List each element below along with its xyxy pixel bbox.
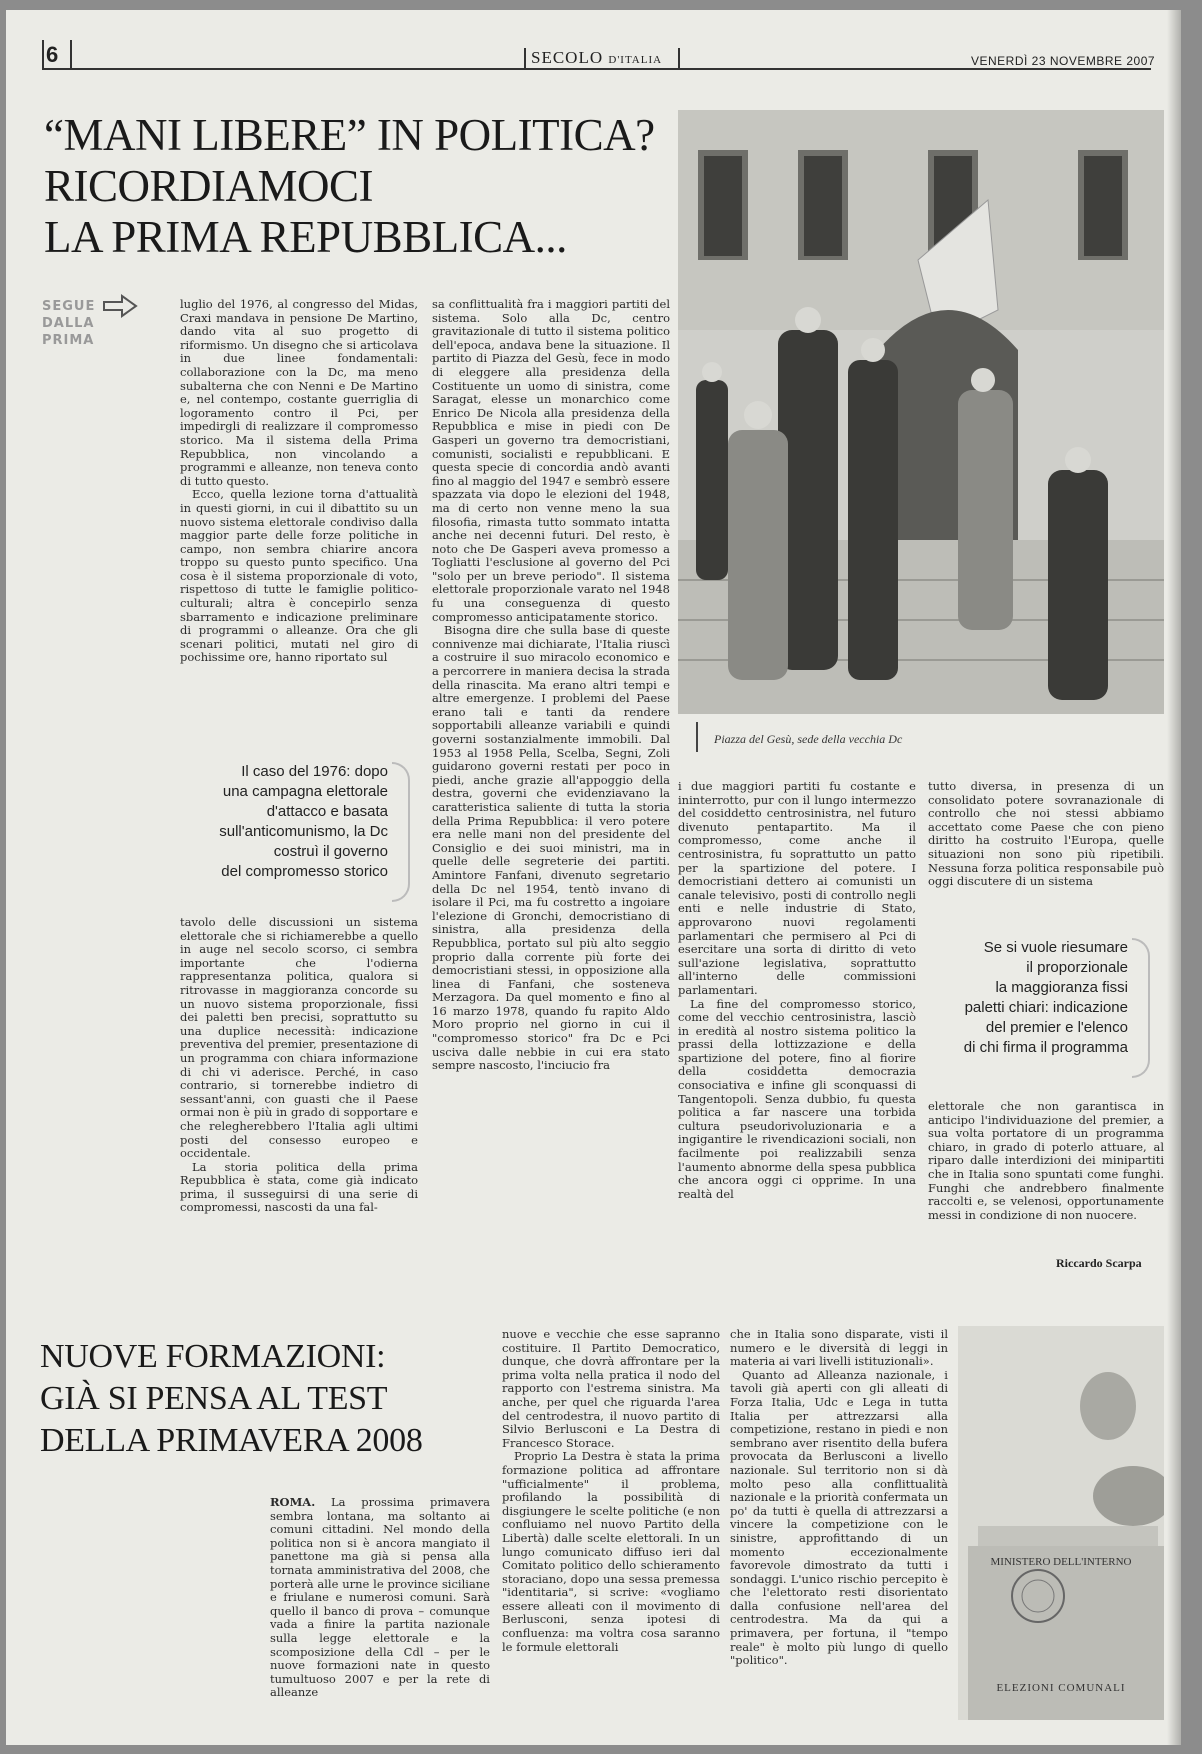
paragraph: tutto diversa, in presenza di un consolidato potere sovranazionale di controllo che noi stessi abbiamo accettato come Paese che con pieno diritto ha costruito l'Europa, quelle situazioni non sono più ripetibili. Nessuna forza politica responsabile può oggi discutere di un sistema (928, 780, 1164, 889)
headline-line: DELLA PRIMAVERA 2008 (40, 1422, 423, 1459)
pull-quote-line: del premier e l'elenco (985, 1019, 1128, 1036)
paragraph: Quanto ad Alleanza nazionale, i tavoli già aperti con gli alleati di Forza Italia, Udc e Lega in tutta Italia per attrezzarsi alla competizione, restano in piedi e non sembrano aver risentito della bufera provocata da Berlusconi a livello nazionale. Sul territorio non si dà molto peso alla conflittualità nazionale e la priorità confermata un po' da tutti è quella di attrezzarsi a vincere la competizione con le sinistre, approfittando di un momento eccezionalmente favorevole dimostrato da tutti i sondaggi. L'unico rischio percepito è che l'elettorato resti disorientato dalla confusione nell'area del centrodestra. Ma da qui a primavera, per fortuna, il "tempo reale" è molto più lungo di quello "politico". (730, 1367, 948, 1668)
page-number-box (42, 40, 72, 70)
article1-col3 (678, 780, 916, 1272)
photo-elections-illustration (958, 1326, 1164, 1720)
paragraph: i due maggiori partiti fu costante e ininterrotto, pur con il lungo intermezzo del cosiddetto centrosinistra, nel futuro divenuto pentapartito. Ma il compromesso, come anche il centrosinistra, fu soprattutto un patto per la spartizione del potere. I democristiani dettero ai comunisti un canale televisivo, posti di controllo negli enti e nelle industrie di Stato, approvarono nuovi regolamenti parlamentari che permisero al Pci di esercitare una sorta di diritto di veto sull'azione legislativa, soprattutto all'interno delle commissioni parlamentari. (678, 780, 916, 997)
pull-quote-line: Il caso del 1976: dopo (241, 763, 388, 780)
masthead-suffix: D'ITALIA (608, 54, 663, 66)
dateline: ROMA. (270, 1496, 316, 1509)
author-signature: Riccardo Scarpa (1056, 1256, 1142, 1270)
pull-quote-line: il proporzionale (1026, 959, 1128, 976)
paragraph: tavolo delle discussioni un sistema elettorale che si richiamerebbe a quello in auge nel secolo scorso, ci sembra importante che l'odierna rappresentanza politica, qualora si ritrovasse in maggioranza concorde su un nuovo sistema proporzionale, fissi dei paletti ben precisi, soprattutto su una duplice necessità: indicazione preventiva del premier, presentazione di un programma con chiara informazione di chi vi aderisce. Perché, in caso contrario, si tornerebbe indietro di sessant'anni, con guasti che il Paese ormai non è più in grado di sopportare e che relegherebbero l'Italia agli ultimi posti del consesso europeo e occidentale. (180, 916, 418, 1161)
paragraph: elettorale che non garantisca in anticipo l'individuazione del premier, a sua volta portatore di un programma chiaro, in grado di poterlo attuare, al riparo dalle interdizioni dei minipartiti che in Italia sono spuntati come funghi. Funghi che andrebbero finalmente raccolti e, se velenosi, opportunamente messi in condizione di non nuocere. (928, 1100, 1164, 1222)
masthead-divider-right (678, 48, 680, 70)
headline-line: “MANI LIBERE” IN POLITICA? (44, 110, 655, 160)
headline-line: NUOVE FORMAZIONI: (40, 1338, 386, 1375)
newspaper-page (6, 10, 1181, 1745)
paragraph: sa conflittualità fra i maggiori partiti del sistema. Solo alla Dc, centro gravitazionale di tutto il sistema politico dell'epoca, andava bene la situazione. Il partito di Piazza del Gesù, fece in modo di eleggere alla presidenza della Costituente un uomo di sinistra, come Saragat, elesse un monarchico come Enrico De Nicola alla presidenza della Repubblica e mise in piedi con De Gasperi un governo tra democristiani, comunisti, socialisti e repubblicani. E questa specie di concordia andò avanti fino al maggio del 1947 e sembrò essere spazzata via dopo le elezioni del 1948, ma di certo non venne meno la sua filosofia, rimasta tutto sommato intatta anche nei decenni futuri. Del resto, è noto che De Gasperi aveva promesso a Togliatti l'esclusione al governo del Pci "solo per un breve periodo". Il sistema elettorale proporzionale varato nel 1948 fu una conseguenza di questo compromesso anticipatamente storico. (432, 298, 670, 624)
masthead (531, 48, 662, 68)
pull-quote-line: del compromesso storico (221, 863, 388, 880)
pull-quote-line: d'attacco e basata (266, 803, 388, 820)
paragraph: nuove e vecchie che esse sapranno costituire. Il Partito Democratico, dunque, che dovrà affrontare per la prima volta nella pratica il nodo del rapporto con l'estrema sinistra. Ma anche, per quel che riguarda l'area del centrodestra, il nuovo partito di Silvio Berlusconi e La Destra di Francesco Storace. (502, 1328, 720, 1450)
pull-quote-line: Se si vuole riesumare (983, 939, 1128, 956)
article1-col1-bottom (180, 916, 418, 1272)
pull-quote-1 (156, 762, 388, 882)
paragraph: La fine del compromesso storico, come del vecchio centrosinistra, lasciò in eredità al nostro sistema politico la prassi della lottizzazione e della spartizione del potere, fino al fiorire della cosiddetta democrazia consociativa e infine gli sconquassi di Tangentopoli. Senza dubbio, fu questa politica a far nascere una torbida cultura pseudorivoluzionaria e a ingigantire le rivendicazioni sociali, non facilmente poi realizzabili senza l'aumento abnorme della spesa pubblica che ancora oggi ci opprime. In una realtà del (678, 996, 916, 1201)
paragraph: Bisogna dire che sulla base di queste connivenze mai dichiarate, l'Italia riuscì a costruire il suo miracolo economico e a percorrere in maniera decisa la strada della rinascita. Ma erano altri tempi e altre emergenze. I problemi del Paese erano tali e tanti da rendere sopportabili alleanze variabili e quindi governi sostanzialmente immobili. Dal 1953 al 1958 Pella, Scelba, Segni, Zoli guidarono governi restati per poco in piedi, anche grazie all'appoggio della destra, governi che evidenziavano la caratteristica saliente di tutta la storia della Prima Repubblica: il vero potere era nelle mani non del presidente del Consiglio e dei suoi ministri, ma in quelle delle segreterie dei partiti. Amintore Fanfani, divenuto segretario della Dc nel 1954, tentò invano di isolare il Pci, ma fu costretto a ingoiare l'elezione di Gronchi, democristiano di sinistra, alla presidenza della Repubblica, portato sul più alto seggio proprio dalla corrente più forte dei democristiani stessi, in opposizione alla linea di Fanfani, che sosteneva Merzagora. Da quel momento e fino al 16 marzo 1978, quando fu rapito Aldo Moro proprio nel giorno in cui il "compromesso storico" fra Dc e Pci usciva dalle nebbie in cui era stato sempre nascosto, l'inciucio fra (432, 623, 670, 1073)
pull-quote-bracket (1132, 938, 1150, 1078)
article1-headline (44, 110, 684, 263)
photo-piazza-del-gesu (678, 110, 1164, 714)
pull-quote-line: la maggioranza fissi (995, 979, 1128, 996)
page-fold-shadow (1167, 10, 1181, 1745)
arrow-right-icon (102, 294, 138, 322)
article2-col3 (730, 1328, 948, 1740)
page-number: 6 (46, 42, 59, 67)
pull-quote-2 (906, 938, 1128, 1058)
article2-col1 (270, 1496, 490, 1740)
election-sign-bottom: ELEZIONI COMUNALI (996, 1682, 1126, 1694)
pull-quote-bracket (392, 762, 410, 902)
issue-date: VENERDÌ 23 NOVEMBRE 2007 (971, 54, 1156, 68)
photo-elections (958, 1326, 1164, 1720)
paragraph: Ecco, quella lezione torna d'attualità in questi giorni, in cui il dibattito su un nuovo sistema elettorale condiviso dalla maggior parte delle forze politiche in campo, non sembra chiarire ancora troppo su questo punto specifico. Una cosa è il sistema proporzionale di voto, rispettoso di tutte le famiglie politico-culturali; altra è concepirlo senza sbarramento e indicazione preliminare di programmi o alleanze. Ora che gli scenari politici, mutati nel giro di pochissime ore, hanno riportato sul (180, 487, 418, 665)
header-rule (42, 68, 1151, 70)
election-sign-top: MINISTERO DELL'INTERNO (990, 1556, 1132, 1568)
photo-illustration (678, 110, 1164, 714)
article1-col2 (432, 298, 670, 1272)
pull-quote-line: di chi firma il programma (963, 1039, 1128, 1056)
article2-headline (40, 1336, 480, 1462)
masthead-title: SECOLO (531, 48, 604, 67)
pull-quote-line: costruì il governo (273, 843, 388, 860)
segue-dalla-prima (42, 298, 95, 349)
paragraph: luglio del 1976, al congresso del Midas, Craxi mandava in pensione De Martino, dando vita al suo progetto di riformismo. Un disegno che si articolava in due linee fondamentali: collaborazione con la Dc, ma meno subalterna che con Nenni e De Martino e, nel contempo, costante guerriglia di logoramento contro il Pci, per impedirgli di realizzare il compromesso storico. Ma il sistema della Prima Repubblica, non vincolando a programmi e alleanze, non teneva conto di tutto questo. (180, 298, 418, 488)
paragraph: che in Italia sono disparate, visti il numero e le diversità di leggi in materia ai vari livelli istituzionali». (730, 1328, 948, 1369)
photo-caption: Piazza del Gesù, sede della vecchia Dc (714, 732, 903, 746)
article2-col2 (502, 1328, 720, 1740)
article1-col4-bottom (928, 1100, 1164, 1250)
headline-line: GIÀ SI PENSA AL TEST (40, 1380, 388, 1417)
segue-line: DALLA (42, 316, 95, 331)
article1-col4-top (928, 780, 1164, 904)
headline-line: LA PRIMA REPUBBLICA... (44, 212, 567, 262)
article1-col1-top (180, 298, 418, 738)
pull-quote-line: sull'anticomunismo, la Dc (219, 823, 388, 840)
paragraph-text: La prossima primavera sembra lontana, ma soltanto ai comuni cittadini. Nel mondo della politica non si è ancora mangiato il panettone ma già si pensa alla tornata amministrativa del 2008, che porterà alle urne le province siciliane e friulane e numerosi comuni. Sarà quello il banco di prova – comunque vada a finire la partita nazionale sulla legge elettorale e la scomposizione della Cdl – per le nuove formazioni nate in questo tumultuoso 2007 e per la rete di alleanze (270, 1496, 490, 1700)
segue-line: SEGUE (42, 299, 96, 314)
paragraph (270, 1496, 490, 1700)
paragraph: La storia politica della prima Repubblica è stata, come già indicato prima, il susseguirsi di una serie di compromessi, nascosti da una fal- (180, 1159, 418, 1215)
masthead-divider-left (524, 48, 526, 70)
paragraph: Proprio La Destra è stata la prima formazione politica ad affrontare "ufficialmente" il problema, profilando la possibilità di disgiungere le scelte politiche (e non confluiamo nel nuovo Partito della Libertà) dalle scelte elettorali. In un lungo comunicato diffuso ieri dal Comitato politico dello schieramento storaciano, dopo una sessa premessa "identitaria", si scrive: «vogliamo essere alleati con il movimento di Berlusconi, senza ipotesi di confluenza: ma voltra cosa saranno le formule elettorali (502, 1449, 720, 1654)
pull-quote-line: una campagna elettorale (222, 783, 388, 800)
pull-quote-line: paletti chiari: indicazione (964, 999, 1128, 1016)
caption-bar (696, 722, 698, 752)
segue-line: PRIMA (42, 333, 95, 348)
headline-line: RICORDIAMOCI (44, 161, 374, 211)
